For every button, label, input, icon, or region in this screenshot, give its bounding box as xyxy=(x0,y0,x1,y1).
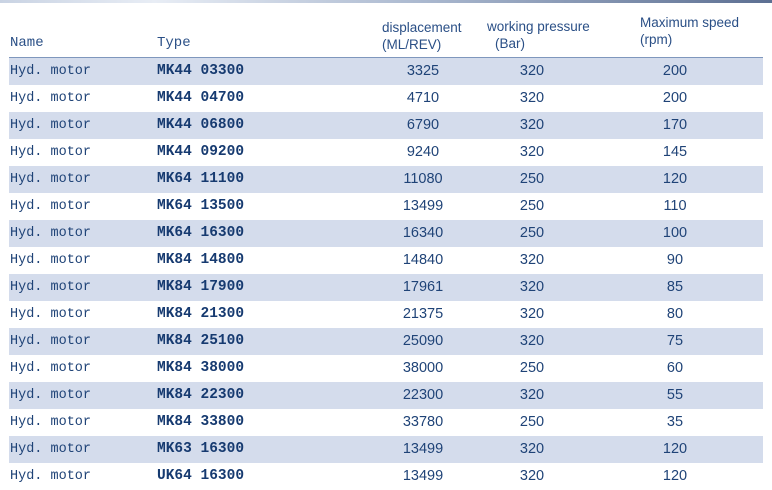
cell-pressure: 320 xyxy=(519,468,545,484)
table-row xyxy=(9,193,763,220)
cell-name: Hyd. motor xyxy=(10,388,92,403)
table-row xyxy=(9,328,763,355)
cell-type: MK64 11100 xyxy=(157,171,245,187)
cell-speed: 120 xyxy=(662,171,688,187)
header-pressure xyxy=(487,18,590,52)
cell-displacement: 3325 xyxy=(406,63,440,79)
table-row xyxy=(9,355,763,382)
cell-speed: 90 xyxy=(666,252,684,268)
cell-pressure: 320 xyxy=(519,252,545,268)
cell-pressure: 320 xyxy=(519,387,545,403)
cell-type: MK84 25100 xyxy=(157,333,245,349)
cell-displacement: 21375 xyxy=(402,306,444,322)
cell-pressure: 320 xyxy=(519,90,545,106)
header-displacement-label: displacement xyxy=(382,20,462,35)
cell-displacement: 16340 xyxy=(402,225,444,241)
cell-pressure: 250 xyxy=(519,360,545,376)
cell-speed: 60 xyxy=(666,360,684,376)
cell-speed: 80 xyxy=(666,306,684,322)
cell-speed: 55 xyxy=(666,387,684,403)
table-row xyxy=(9,112,763,139)
cell-name: Hyd. motor xyxy=(10,199,92,214)
cell-displacement: 13499 xyxy=(402,198,444,214)
cell-speed: 200 xyxy=(662,63,688,79)
cell-displacement: 9240 xyxy=(406,144,440,160)
cell-type: MK64 16300 xyxy=(157,225,245,241)
table-row xyxy=(9,301,763,328)
table-row xyxy=(9,220,763,247)
cell-type: MK84 17900 xyxy=(157,279,245,295)
header-pressure-label: working pressure xyxy=(487,19,590,34)
cell-speed: 120 xyxy=(662,441,688,457)
cell-type: MK64 13500 xyxy=(157,198,245,214)
cell-name: Hyd. motor xyxy=(10,442,92,457)
cell-type: MK63 16300 xyxy=(157,441,245,457)
cell-name: Hyd. motor xyxy=(10,226,92,241)
cell-speed: 145 xyxy=(662,144,688,160)
cell-name: Hyd. motor xyxy=(10,415,92,430)
cell-type: UK64 16300 xyxy=(157,468,245,484)
cell-pressure: 320 xyxy=(519,63,545,79)
cell-name: Hyd. motor xyxy=(10,118,92,133)
cell-speed: 85 xyxy=(666,279,684,295)
cell-type: MK84 22300 xyxy=(157,387,245,403)
cell-displacement: 33780 xyxy=(402,414,444,430)
cell-type: MK44 03300 xyxy=(157,63,245,79)
table-row xyxy=(9,436,763,463)
cell-displacement: 22300 xyxy=(402,387,444,403)
table-row xyxy=(9,58,763,85)
table-row xyxy=(9,409,763,436)
cell-name: Hyd. motor xyxy=(10,334,92,349)
cell-type: MK44 09200 xyxy=(157,144,245,160)
cell-displacement: 25090 xyxy=(402,333,444,349)
cell-name: Hyd. motor xyxy=(10,253,92,268)
cell-speed: 200 xyxy=(662,90,688,106)
header-displacement-unit: (ML/REV) xyxy=(382,37,442,52)
cell-name: Hyd. motor xyxy=(10,280,92,295)
table-row xyxy=(9,382,763,409)
cell-displacement: 17961 xyxy=(402,279,444,295)
cell-displacement: 6790 xyxy=(406,117,440,133)
cell-type: MK84 33800 xyxy=(157,414,245,430)
cell-speed: 120 xyxy=(662,468,688,484)
cell-pressure: 250 xyxy=(519,171,545,187)
cell-name: Hyd. motor xyxy=(10,172,92,187)
table-row xyxy=(9,166,763,193)
header-pressure-unit: (Bar) xyxy=(495,36,525,51)
cell-displacement: 4710 xyxy=(406,90,440,106)
cell-type: MK84 21300 xyxy=(157,306,245,322)
cell-speed: 170 xyxy=(662,117,688,133)
cell-pressure: 250 xyxy=(519,225,545,241)
cell-displacement: 11080 xyxy=(403,171,443,187)
table-header xyxy=(9,0,763,58)
cell-speed: 110 xyxy=(663,198,687,214)
cell-displacement: 13499 xyxy=(402,441,444,457)
cell-type: MK44 04700 xyxy=(157,90,245,106)
cell-pressure: 320 xyxy=(519,117,545,133)
cell-pressure: 320 xyxy=(519,441,545,457)
header-displacement xyxy=(382,19,462,53)
table-row xyxy=(9,85,763,112)
header-speed-unit: (rpm) xyxy=(640,32,673,47)
table-body xyxy=(9,58,763,490)
table-row xyxy=(9,139,763,166)
cell-displacement: 38000 xyxy=(402,360,444,376)
table-row xyxy=(9,463,763,490)
motor-spec-table xyxy=(9,0,763,490)
cell-name: Hyd. motor xyxy=(10,145,92,160)
table-row xyxy=(9,274,763,301)
cell-pressure: 320 xyxy=(519,306,545,322)
cell-name: Hyd. motor xyxy=(10,64,92,79)
table-row xyxy=(9,247,763,274)
cell-type: MK44 06800 xyxy=(157,117,245,133)
cell-name: Hyd. motor xyxy=(10,307,92,322)
cell-speed: 100 xyxy=(662,225,688,241)
cell-name: Hyd. motor xyxy=(10,91,92,106)
cell-speed: 35 xyxy=(666,414,684,430)
cell-name: Hyd. motor xyxy=(10,469,92,484)
cell-speed: 75 xyxy=(666,333,684,349)
header-speed xyxy=(640,14,739,48)
header-speed-label: Maximum speed xyxy=(640,15,740,30)
cell-pressure: 320 xyxy=(519,279,545,295)
cell-pressure: 250 xyxy=(519,198,545,214)
cell-pressure: 250 xyxy=(519,414,545,430)
cell-type: MK84 38000 xyxy=(157,360,245,376)
cell-type: MK84 14800 xyxy=(157,252,245,268)
header-name: Name xyxy=(10,35,44,51)
cell-pressure: 320 xyxy=(519,333,545,349)
cell-displacement: 13499 xyxy=(402,468,444,484)
cell-name: Hyd. motor xyxy=(10,361,92,376)
cell-pressure: 320 xyxy=(519,144,545,160)
cell-displacement: 14840 xyxy=(402,252,444,268)
header-type: Type xyxy=(157,35,191,51)
